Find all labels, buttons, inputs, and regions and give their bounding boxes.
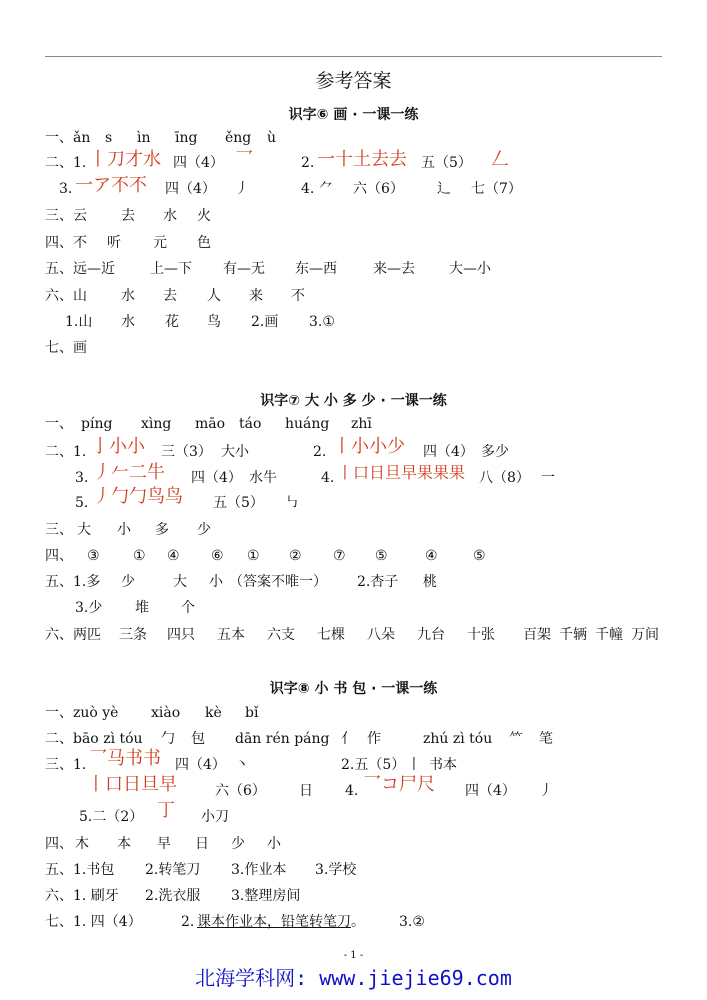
word: 大—小 — [449, 261, 491, 277]
stroke-count: 五（5） — [213, 495, 264, 511]
word: 去 — [163, 288, 177, 304]
word: 1.多 — [73, 574, 101, 590]
section-heading-6: 识字⑥ 画 · 一课一练 — [288, 107, 419, 123]
word: 2.画 — [251, 314, 279, 330]
stroke-sequence: 丨刀才水 — [89, 149, 161, 170]
word: 书本 — [429, 757, 457, 773]
word: 笔 — [539, 731, 553, 747]
measure-word: 七棵 — [317, 627, 345, 643]
word: 多少 — [481, 444, 509, 460]
stroke-sequence: 乛马书书 — [89, 748, 161, 769]
page-number: - 1 - — [343, 950, 364, 961]
measure-word: 万间 — [631, 627, 659, 643]
stroke-count: 四（4） — [191, 470, 242, 486]
word: 1.山 — [65, 314, 93, 330]
pinyin: zuò yè — [73, 705, 119, 721]
circled-answer: ④ — [425, 548, 438, 564]
pinyin: s — [105, 130, 113, 146]
circled-answer: ④ — [167, 548, 180, 564]
num: 2.五（5） — [341, 757, 406, 773]
word: 东—西 — [295, 261, 337, 277]
stroke-count: 六（6） — [215, 783, 266, 799]
circled-answer: ⑥ — [211, 548, 224, 564]
stroke-count: 四（4） — [173, 155, 224, 171]
stroke-count: 四（4） — [175, 757, 226, 773]
stroke: 丶 — [235, 757, 249, 773]
label: 五、 — [45, 574, 73, 590]
word: 听 — [107, 235, 121, 251]
label: 三、 — [45, 757, 73, 773]
label: 二、 — [45, 731, 73, 747]
num: 1. — [73, 155, 87, 171]
circled-answer: ③ — [87, 548, 100, 564]
stroke-sequence: 乛コ尸尺 — [363, 774, 435, 795]
circled-answer: ⑤ — [375, 548, 388, 564]
measure-word: 千幢 — [595, 627, 623, 643]
word: 3.少 — [75, 600, 103, 616]
word: 火 — [197, 208, 211, 224]
answer: 1. 四（4） — [73, 914, 142, 930]
word: 水 — [121, 288, 135, 304]
stroke-count: 三（3） — [161, 444, 212, 460]
stroke: 𠃋 — [491, 149, 509, 170]
circled-answer: ① — [247, 548, 260, 564]
stroke-sequence: 丿𠂉二牛 — [93, 462, 165, 483]
word: 作 — [367, 731, 381, 747]
pinyin: píng — [81, 416, 113, 432]
underlined-answer: 课本作业本，铅笔转笔刀 — [197, 914, 351, 930]
label: 四、 — [45, 235, 73, 251]
word: 本 — [117, 836, 131, 852]
stroke-count: 五（5） — [421, 155, 472, 171]
label: 六、 — [45, 888, 73, 904]
word: 木 — [75, 836, 89, 852]
word: 3.① — [309, 314, 335, 330]
stroke: 辶 — [437, 181, 451, 197]
num: 2. — [181, 914, 195, 930]
label: 二、 — [45, 155, 73, 171]
num: 1. — [73, 757, 87, 773]
measure-word: 六支 — [267, 627, 295, 643]
label: 三、 — [45, 208, 73, 224]
measure-word: 三条 — [119, 627, 147, 643]
label: 六、 — [45, 627, 73, 643]
num: 4. — [321, 470, 335, 486]
num: 2. — [313, 444, 327, 460]
label: 七、 — [45, 340, 73, 356]
label: 七、 — [45, 914, 73, 930]
measure-word: 五本 — [217, 627, 245, 643]
label: 一、 — [45, 705, 73, 721]
word: 日 — [195, 836, 209, 852]
label: 四、 — [45, 836, 73, 852]
answer: 1.书包 — [73, 862, 115, 878]
radical: 亻 — [341, 731, 355, 747]
answer: 2.转笔刀 — [145, 862, 201, 878]
measure-word: 千辆 — [559, 627, 587, 643]
circled-answer: ⑤ — [473, 548, 486, 564]
word: 2.杏子 — [357, 574, 399, 590]
word: 大小 — [221, 444, 249, 460]
word: 有—无 — [223, 261, 265, 277]
word: 大 — [77, 522, 91, 538]
circled-answer: ② — [289, 548, 302, 564]
measure-word: 八朵 — [367, 627, 395, 643]
measure-word: 四只 — [167, 627, 195, 643]
label: 三、 — [45, 522, 73, 538]
num: 3. — [59, 181, 73, 197]
pinyin: bāo zì tóu — [73, 731, 143, 747]
stroke: 丨 — [407, 757, 421, 773]
word: 堆 — [135, 600, 149, 616]
page-title: 参考答案 — [315, 70, 392, 92]
stroke-count: 四（4） — [465, 783, 516, 799]
word: 不 — [73, 235, 87, 251]
word: 水 — [163, 208, 177, 224]
measure-word: 百架 — [523, 627, 551, 643]
word: 水 — [121, 314, 135, 330]
top-rule — [45, 56, 662, 57]
word: 小 — [267, 836, 281, 852]
section-heading-7: 识字⑦ 大 小 多 少 · 一课一练 — [260, 393, 447, 409]
stroke-count: 七（7） — [471, 181, 522, 197]
word: 山 — [73, 288, 87, 304]
word: 上—下 — [150, 261, 192, 277]
stroke: ⺈ — [319, 181, 333, 197]
pinyin: īng — [175, 130, 198, 146]
radical: ⺮ — [509, 731, 523, 747]
footer-watermark: 北海学科网: www.jiejie69.com — [195, 966, 512, 990]
word: 云 — [73, 208, 87, 224]
radical: 勹 — [161, 731, 175, 747]
stroke-sequence: 丨小小少 — [333, 436, 405, 457]
pinyin: xiào — [151, 705, 181, 721]
word: 鸟 — [207, 314, 221, 330]
stroke-sequence: 丿勹勹鸟鸟 — [93, 486, 183, 507]
pinyin: kè — [205, 705, 222, 721]
word: 小 — [117, 522, 131, 538]
stroke-sequence: 丨口日旦早果果果 — [337, 463, 466, 482]
note: （答案不唯一） — [229, 574, 327, 590]
word: 去 — [121, 208, 135, 224]
pinyin: xìng — [141, 416, 172, 432]
label: 一、 — [45, 130, 73, 146]
label: 二、 — [45, 444, 73, 460]
num: 3. — [75, 470, 89, 486]
stroke: 乛 — [235, 149, 253, 170]
stroke-count: 六（6） — [353, 181, 404, 197]
stroke-count: 四（4） — [423, 444, 474, 460]
stroke: 丿 — [539, 783, 553, 799]
word: 少 — [121, 574, 135, 590]
num: 2. — [301, 155, 315, 171]
label: 五、 — [45, 862, 73, 878]
pinyin: zhú zì tóu — [423, 731, 493, 747]
word: 元 — [153, 235, 167, 251]
word: 花 — [165, 314, 179, 330]
num: 5.二（2） — [79, 809, 144, 825]
label: 六、 — [45, 288, 73, 304]
word: 早 — [157, 836, 171, 852]
stroke-sequence: 亅小小 — [91, 436, 145, 457]
word: 包 — [191, 731, 205, 747]
answer: 3.② — [399, 914, 425, 930]
label: 一、 — [45, 416, 73, 432]
label: 四、 — [45, 548, 73, 564]
measure-word: 十张 — [467, 627, 495, 643]
num: 1. — [73, 444, 87, 460]
word: 多 — [155, 522, 169, 538]
word: 日 — [299, 783, 313, 799]
measure-word: 两匹 — [73, 627, 101, 643]
stroke-sequence: 丨口日旦早 — [87, 774, 177, 795]
pinyin: ù — [267, 130, 277, 146]
answer: 3.作业本 — [231, 862, 287, 878]
pinyin: ìn — [137, 130, 151, 146]
word: 小刀 — [201, 809, 229, 825]
answer: 3.学校 — [315, 862, 357, 878]
word: 色 — [197, 235, 211, 251]
pinyin: ǎn — [73, 130, 91, 146]
pinyin: ěng — [225, 130, 252, 146]
word: 来—去 — [373, 261, 415, 277]
stroke-sequence: 丁 — [157, 800, 175, 821]
answer: 1. 刷牙 — [73, 888, 119, 904]
answer: 3.整理房间 — [231, 888, 301, 904]
pinyin: dān rén páng — [235, 731, 330, 747]
answer: 2.洗衣服 — [145, 888, 201, 904]
word: 少 — [231, 836, 245, 852]
word: 个 — [181, 600, 195, 616]
stroke-sequence: 一ア不不 — [75, 175, 147, 196]
num: 5. — [75, 495, 89, 511]
word: 人 — [207, 288, 221, 304]
stroke-count: 四（4） — [165, 181, 216, 197]
pinyin: māo — [195, 416, 226, 432]
punctuation: 。 — [351, 914, 365, 930]
word: 小 — [209, 574, 223, 590]
label: 五、 — [45, 261, 73, 277]
pinyin: táo — [239, 416, 262, 432]
word: 来 — [249, 288, 263, 304]
stroke: 丿 — [235, 181, 249, 197]
circled-answer: ① — [133, 548, 146, 564]
num: 4. — [345, 783, 359, 799]
word: 远—近 — [73, 261, 115, 277]
stroke: 一 — [541, 470, 555, 486]
stroke: ㇉ — [285, 495, 299, 511]
word: 画 — [73, 340, 87, 356]
pinyin: huáng — [285, 416, 330, 432]
stroke-count: 八（8） — [479, 470, 530, 486]
word: 桃 — [423, 574, 437, 590]
section-heading-8: 识字⑧ 小 书 包 · 一课一练 — [269, 681, 438, 697]
word: 大 — [173, 574, 187, 590]
measure-word: 九台 — [417, 627, 445, 643]
circled-answer: ⑦ — [333, 548, 346, 564]
pinyin: bǐ — [245, 705, 259, 721]
stroke-sequence: 一十土去去 — [317, 149, 407, 170]
pinyin: zhī — [351, 416, 372, 432]
word: 水牛 — [249, 470, 277, 486]
word: 不 — [291, 288, 305, 304]
num: 4. — [301, 181, 315, 197]
word: 少 — [197, 522, 211, 538]
